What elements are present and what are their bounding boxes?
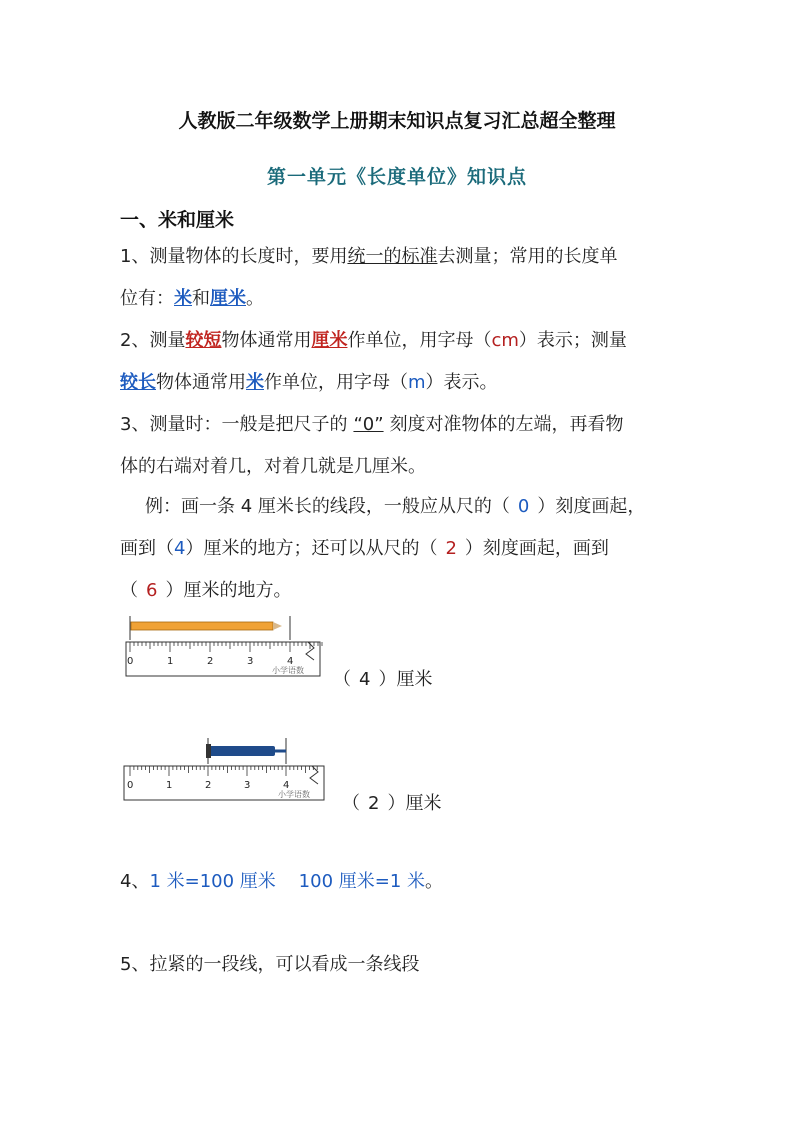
- underlined-zero: “0”: [353, 414, 384, 435]
- ruler-tick-label: 4: [287, 656, 294, 667]
- keyword-meter: 米: [246, 372, 264, 393]
- keyword-meter: 米: [174, 288, 192, 309]
- nail-body: [209, 746, 275, 756]
- ruler-tick-label: 1: [167, 656, 174, 667]
- item1-line2: 位有：米和厘米。: [120, 288, 264, 309]
- document-title: 人教版二年级数学上册期末知识点复习汇总超全整理: [178, 110, 616, 132]
- ruler2-answer: （ 2 ）厘米: [342, 793, 442, 814]
- item4-line: 4、1 米=100 厘米 100 厘米=1 米。: [120, 871, 444, 892]
- ruler-figure-nail: [120, 736, 340, 806]
- ruler1-answer: （ 4 ）厘米: [333, 669, 433, 690]
- item1-line1: 1、测量物体的长度时，要用统一的标准去测量；常用的长度单: [120, 246, 618, 267]
- answer-blank: 2: [445, 538, 457, 559]
- section-heading: 一、米和厘米: [120, 209, 235, 231]
- keyword-longer: 较长: [120, 372, 156, 393]
- keyword-centimeter: 厘米: [210, 288, 246, 309]
- pencil-body: [131, 622, 273, 630]
- keyword-centimeter: 厘米: [311, 330, 348, 351]
- watermark-text: 小学语数: [272, 666, 304, 675]
- answer-blank: 0: [517, 496, 530, 517]
- ruler-tick-label: 0: [127, 780, 134, 791]
- ruler-tick-label: 0: [127, 656, 134, 667]
- keyword-shorter: 较短: [185, 330, 222, 351]
- ruler-illustration: [122, 612, 332, 686]
- symbol-m: m: [408, 372, 426, 393]
- item5-line: 5、拉紧的一段线，可以看成一条线段: [120, 954, 420, 975]
- item2-line2: 较长物体通常用米作单位，用字母（m）表示。: [120, 372, 498, 393]
- ruler-tick-label: 3: [247, 656, 254, 667]
- ruler-tick-label: 4: [283, 780, 290, 791]
- ruler-tick-label: 3: [244, 780, 251, 791]
- example-line3: （ 6 ）厘米的地方。: [120, 580, 292, 601]
- nail-head: [206, 744, 211, 758]
- symbol-cm: cm: [491, 330, 519, 351]
- answer-blank: 4: [174, 538, 186, 559]
- answer-blank: 6: [146, 580, 158, 601]
- example-line1: 例：画一条 4 厘米长的线段，一般应从尺的（ 0 ）刻度画起，: [145, 496, 646, 517]
- pencil-tip: [273, 622, 282, 630]
- item3-line1: 3、测量时：一般是把尺子的 “0” 刻度对准物体的左端，再看物: [120, 414, 624, 435]
- ruler-tick-label: 2: [207, 656, 214, 667]
- ruler-tick-label: 1: [166, 780, 173, 791]
- example-line2: 画到（4）厘米的地方；还可以从尺的（ 2 ）刻度画起，画到: [120, 538, 609, 559]
- ruler-illustration: [120, 736, 340, 806]
- ruler-tick-label: 2: [205, 780, 212, 791]
- unit-conversion: 1 米=100 厘米 100 厘米=1 米: [149, 871, 426, 892]
- watermark-text: 小学语数: [278, 790, 310, 799]
- ruler-figure-pencil: [122, 612, 332, 686]
- item3-line2: 体的右端对着几，对着几就是几厘米。: [120, 456, 426, 477]
- item2-line1: 2、测量较短物体通常用厘米作单位，用字母（cm）表示；测量: [120, 330, 627, 351]
- underlined-phrase: 统一的标准: [347, 246, 438, 267]
- unit-title: 第一单元《长度单位》知识点: [266, 166, 527, 188]
